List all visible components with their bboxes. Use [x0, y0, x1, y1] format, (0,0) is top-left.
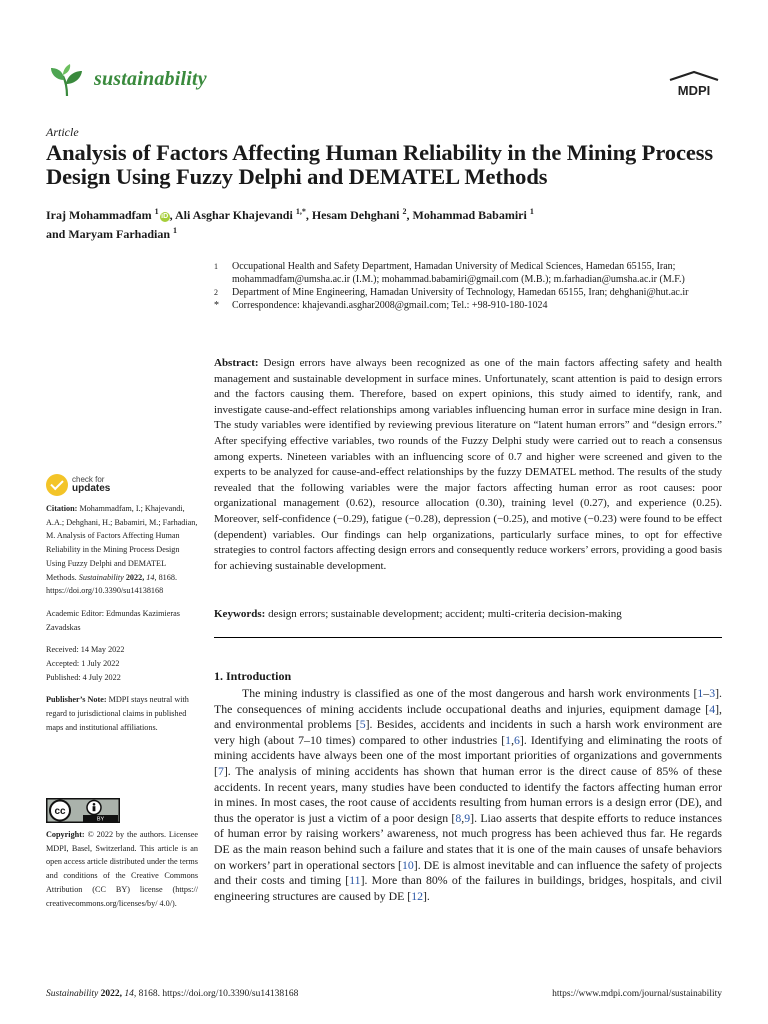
affiliation-mark: 1 [214, 262, 218, 271]
publisher-note-label: Publisher’s Note: [46, 695, 107, 705]
author-name[interactable]: Ali Asghar Khajevandi [175, 208, 296, 222]
citation-journal: Sustainability [78, 572, 124, 582]
by-label: BY [96, 816, 105, 823]
cc-by-license-badge[interactable] [46, 798, 120, 823]
author-name[interactable]: and Maryam Farhadian [46, 227, 174, 241]
reference-link[interactable]: 4 [709, 701, 716, 716]
reference-link[interactable]: 10 [401, 857, 414, 872]
author-affiliation-mark: 1 [154, 207, 159, 216]
reference-link[interactable]: 5 [359, 717, 366, 732]
author-name[interactable]: Mohammad Babamiri [412, 208, 530, 222]
academic-editor [46, 607, 198, 634]
footer-doi[interactable]: 8168. https://doi.org/10.3390/su14138168 [138, 989, 299, 999]
author-affiliation-mark: 1,* [295, 207, 306, 216]
publisher-note [46, 693, 198, 734]
check-updates-line1: check for [72, 475, 105, 484]
reference-link[interactable]: 1 [505, 732, 512, 747]
publisher-note-text: MDPI stays neutral with regard to jurisdictional claims in published maps and institutional affiliations. [46, 695, 189, 732]
footer-year: 2022, [100, 989, 122, 999]
section-divider [214, 637, 722, 638]
footer-journal-url[interactable]: https://www.mdpi.com/journal/sustainability [552, 989, 722, 999]
affiliation-text: Department of Mine Engineering, Hamadan University of Technology, Hamedan 65155, Iran; dehghani@hut.ac.ir [232, 287, 689, 298]
mdpi-logo[interactable] [666, 70, 722, 98]
publication-dates [46, 643, 198, 684]
editor-name: Edmundas Kazimieras Zavadskas [46, 608, 180, 632]
article-title: Analysis of Factors Affecting Human Reliability in the Mining Process Design Using Fuzzy Delphi and DEMATEL Methods [46, 140, 714, 189]
check-for-updates-button[interactable] [46, 474, 166, 500]
footer-journal: Sustainability [46, 989, 99, 999]
author-list: Iraj Mohammadfam $^1$iD , Ali Asghar Khajevandi $^{1,*}$, Hesam Dehghani $^2$, Mohammad Babamiri $^1$ and Maryam Farhadian $^1$ [46, 207, 534, 241]
keywords [214, 607, 722, 622]
copyright-notice [46, 828, 198, 910]
affiliations [214, 260, 726, 312]
introduction-paragraph: The mining industry is classified as one of the most dangerous and harsh work environments [1–3]. The consequences of mining accidents include occupational deaths and injuries, equipment damage [4], and environmental problems [5]. Besides, accidents and incidents in such a harsh work environment are very high (about 7–10 times) compared to other industries [1,6]. Identifying and eliminating the roots of mining accidents have always been one of the most important priorities of organizations and governments [7]. The analysis of mining accidents has shown that human error is the direct cause of 85% of these accidents. In recent years, many studies have been conducted to identify the factors affecting human error in mines. In most cases, the root cause of accidents resulting from human errors is a design error (DE), and thus the operator is just a victim of a poor design [8,9]. Liao asserts that despite efforts to reduce instances of human error by raising workers’ awareness, not much progress has been achieved thus far. He regards DE as the main reason behind such a failure and states that it is one of the main causes of unsafe behaviors on workers’ part in operational sectors [10]. DE is almost inevitable and can influence the safety of projects and their costs and timing [11]. More than 80% of the failures in buildings, bridges, hospitals, and civil engineering structures are caused by DE [12]. [214, 686, 723, 903]
reference-link[interactable]: 11 [349, 873, 361, 888]
keywords-text: design errors; sustainable development; accident; multi-criteria decision-making [268, 608, 622, 620]
reference-link[interactable]: 8 [455, 810, 462, 825]
affiliation-text: Occupational Health and Safety Department, Hamadan University of Medical Sciences, Hamedan 65155, Iran; mohammadfam@umsha.ac.ir (I.M.); mohammad.babamiri@gmail.com (M.B.); m.farhadian@umsha.ac.ir (M.F.) [232, 261, 685, 285]
copyright-text: © 2022 by the authors. Licensee MDPI, Basel, Switzerland. This article is an open access article distributed under the terms and conditions of the Creative Commons Attribution (CC BY) license (https:// creativecommons.org/licenses/by/ 4.0/). [46, 830, 199, 908]
affiliation-item [214, 299, 726, 312]
author-affiliation-mark: 1 [173, 226, 178, 235]
author-affiliation-mark: 2 [402, 207, 407, 216]
reference-link[interactable]: 9 [464, 810, 471, 825]
date-accepted: Accepted: 1 July 2022 [46, 659, 120, 669]
reference-link[interactable]: 12 [411, 888, 423, 903]
mdpi-logo-text: MDPI [677, 83, 711, 98]
date-received: Received: 14 May 2022 [46, 645, 125, 655]
citation-year: 2022, [125, 572, 145, 582]
keywords-label: Keywords: [214, 608, 266, 620]
orcid-icon[interactable]: iD [161, 213, 169, 220]
journal-leaf-logo [48, 62, 86, 100]
author-name[interactable]: Iraj Mohammadfam [46, 208, 155, 222]
citation-volume: 14, [146, 572, 157, 582]
check-updates-line2: updates [72, 483, 111, 494]
reference-link[interactable]: 6 [514, 732, 520, 747]
citation-label: Citation: [46, 504, 78, 513]
copyright-label: Copyright: [46, 830, 85, 839]
cc-icon: cc [54, 806, 66, 817]
citation-text: Mohammadfam, I.; Khajevandi, A.A.; Dehghani, H.; Babamiri, M.; Farhadian, M. Analysis of Factors Affecting Human Reliability in the Mining Process Design Using Fuzzy Delphi and DEMATEL Methods. [46, 504, 198, 582]
reference-link[interactable]: 1 [697, 686, 704, 700]
affiliation-mark: 2 [214, 288, 218, 297]
citation-block [46, 502, 198, 598]
author-name[interactable]: Hesam Dehghani [311, 208, 403, 222]
editor-label: Academic Editor: [46, 608, 104, 618]
reference-link[interactable]: 3 [709, 686, 716, 700]
check-updates-icon [46, 474, 68, 496]
affiliation-text: Correspondence: khajevandi.asghar2008@gmail.com; Tel.: +98-910-180-1024 [232, 300, 548, 311]
abstract-text: Design errors have always been recognized as one of the main factors affecting safety and health management and sustainable development in surface mines. Unfortunately, scant attention is paid to design errors and the factors causing them. Therefore, based on expert opinions, this study aimed to identify, rank, and investigate cause-and-effect relationships among variables influencing human error in surface mine design in Iran. The study variables were identified by reviewing previous literature on “latent human errors” and “design errors.” After specifying effective variables, two rounds of the Fuzzy Delphi study were carried out to reach a consensus among experts. Nineteen variables with an influencing score of 0.7 and higher were screened and given to the experts to be analyzed for cause-and-effect relationships by the fuzzy DEMATEL method. The results of the study revealed that the following variables were the major factors affecting human error as root causes: poor organizational management (0.62), resource allocation (0.30), training level (0.27), and experience (0.25). Moreover, self-confidence (−0.29), fatigue (−0.28), depression (−0.25), and motive (−0.23) were found to be effect (dependent) variables. Our findings can help organizations, particularly surface mines, to opt for effective strategies to control factors affecting design errors and consequently reduce workers’ errors, providing a good basis for achieving sustainable development. [214, 357, 723, 572]
citation-doi[interactable]: 8168. https://doi.org/10.3390/su14138168 [46, 572, 177, 596]
author-affiliation-mark: 1 [529, 207, 534, 216]
footer-volume: 14, [124, 989, 137, 999]
abstract-label: Abstract: [214, 357, 259, 369]
article-type: Article [46, 125, 79, 139]
abstract [214, 356, 722, 574]
affiliation-item [214, 260, 726, 286]
article-info-sidebar [46, 502, 198, 744]
date-published: Published: 4 July 2022 [46, 672, 121, 682]
reference-link[interactable]: 7 [217, 763, 224, 778]
journal-name[interactable]: sustainability [94, 68, 207, 90]
section-heading-introduction: 1. Introduction [214, 669, 292, 683]
affiliation-mark: * [214, 300, 219, 311]
affiliation-item [214, 286, 726, 299]
